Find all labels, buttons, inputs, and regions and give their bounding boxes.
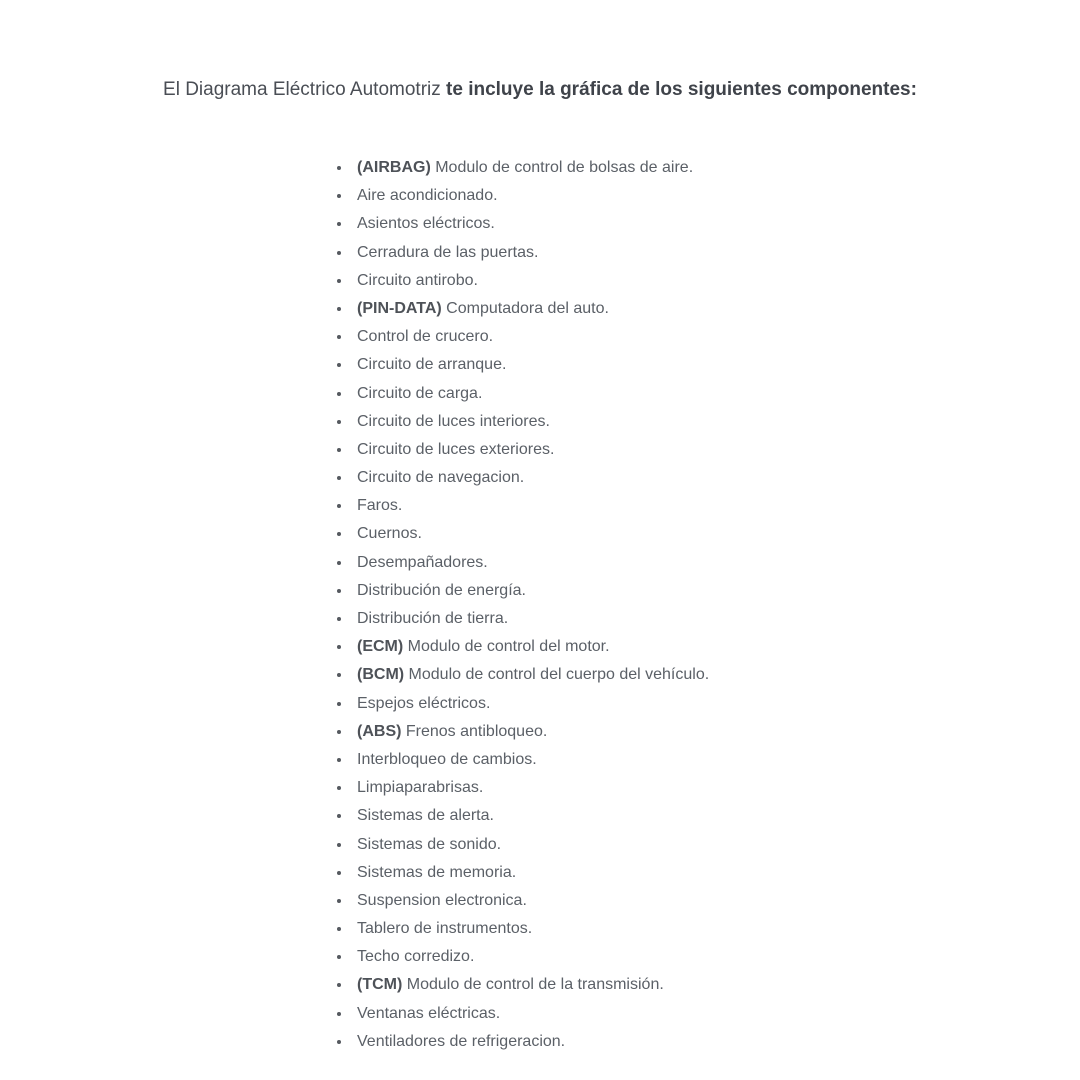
bullet-icon bbox=[337, 899, 341, 903]
bullet-icon bbox=[337, 645, 341, 649]
component-label: Circuito de navegacion. bbox=[357, 469, 525, 487]
list-item bbox=[357, 577, 709, 605]
list-item bbox=[357, 520, 709, 548]
list-item bbox=[357, 971, 709, 999]
bullet-icon bbox=[337, 194, 341, 198]
component-label: Modulo de control de bolsas de aire. bbox=[430, 159, 694, 176]
component-label: Faros. bbox=[357, 497, 403, 515]
list-item bbox=[357, 746, 709, 774]
component-label: Ventanas eléctricas. bbox=[357, 1004, 501, 1022]
component-abbreviation: (AIRBAG) bbox=[357, 159, 431, 176]
list-item bbox=[357, 492, 709, 520]
bullet-icon bbox=[337, 871, 341, 875]
bullet-icon bbox=[337, 166, 341, 170]
bullet-icon bbox=[337, 814, 341, 818]
bullet-icon bbox=[337, 843, 341, 847]
list-item bbox=[357, 436, 709, 464]
bullet-icon bbox=[337, 673, 341, 677]
component-label: Sistemas de memoria. bbox=[357, 863, 517, 881]
bullet-icon bbox=[337, 983, 341, 987]
list-item bbox=[357, 154, 709, 182]
list-item bbox=[357, 210, 709, 238]
component-label: Modulo de control de la transmisión. bbox=[402, 976, 664, 994]
component-label: Computadora del auto. bbox=[441, 299, 609, 317]
list-item bbox=[357, 774, 709, 802]
component-label: Frenos antibloqueo. bbox=[401, 722, 548, 740]
component-label: Distribución de energía. bbox=[357, 581, 526, 599]
component-label: Modulo de control del motor. bbox=[403, 638, 610, 656]
list-item bbox=[357, 661, 709, 689]
bullet-icon bbox=[337, 448, 341, 452]
bullet-icon bbox=[337, 222, 341, 226]
bullet-icon bbox=[337, 279, 341, 283]
component-label: Limpiaparabrisas. bbox=[357, 779, 484, 797]
bullet-icon bbox=[337, 420, 341, 424]
component-label: Cerradura de las puertas. bbox=[357, 243, 539, 261]
component-label: Circuito de luces interiores. bbox=[357, 412, 550, 430]
bullet-icon bbox=[337, 561, 341, 565]
bullet-icon bbox=[337, 335, 341, 339]
component-label: Circuito de carga. bbox=[357, 384, 483, 402]
bullet-icon bbox=[337, 589, 341, 593]
component-label: Cuernos. bbox=[357, 525, 422, 543]
component-abbreviation: (PIN-DATA) bbox=[357, 299, 442, 317]
component-label: Circuito de luces exteriores. bbox=[357, 440, 555, 458]
list-item bbox=[357, 323, 709, 351]
bullet-icon bbox=[337, 786, 341, 790]
component-label: Suspension electronica. bbox=[357, 891, 527, 909]
list-item bbox=[357, 802, 709, 830]
component-abbreviation: (ABS) bbox=[357, 722, 402, 740]
component-label: Sistemas de sonido. bbox=[357, 835, 502, 853]
list-item bbox=[357, 182, 709, 210]
list-item bbox=[357, 887, 709, 915]
component-label: Sistemas de alerta. bbox=[357, 807, 494, 825]
bullet-icon bbox=[337, 1012, 341, 1016]
list-item bbox=[357, 267, 709, 295]
component-label: Ventiladores de refrigeracion. bbox=[357, 1032, 566, 1050]
component-label: Espejos eléctricos. bbox=[357, 694, 491, 712]
list-item bbox=[357, 380, 709, 408]
component-label: Asientos eléctricos. bbox=[357, 215, 495, 233]
list-item bbox=[357, 351, 709, 379]
component-abbreviation: (TCM) bbox=[357, 976, 403, 994]
component-label: Circuito de arranque. bbox=[357, 356, 507, 374]
component-label: Distribución de tierra. bbox=[357, 610, 509, 627]
component-label: Desempañadores. bbox=[357, 553, 488, 571]
list-item bbox=[357, 859, 709, 887]
list-item bbox=[357, 464, 709, 492]
component-label: Circuito antirobo. bbox=[357, 271, 478, 289]
bullet-icon bbox=[337, 617, 341, 621]
component-list bbox=[357, 154, 709, 1056]
bullet-icon bbox=[337, 307, 341, 311]
bullet-icon bbox=[337, 476, 341, 480]
bullet-icon bbox=[337, 730, 341, 734]
list-item bbox=[357, 239, 709, 267]
list-item bbox=[357, 943, 709, 971]
list-item bbox=[357, 549, 709, 577]
bullet-icon bbox=[337, 955, 341, 959]
list-item bbox=[357, 831, 709, 859]
bullet-icon bbox=[337, 392, 341, 396]
list-item bbox=[357, 690, 709, 718]
list-item bbox=[357, 1000, 709, 1028]
bullet-icon bbox=[337, 251, 341, 255]
list-item bbox=[357, 605, 709, 633]
list-item bbox=[357, 718, 709, 746]
heading-lead: El Diagrama Eléctrico Automotriz bbox=[163, 79, 447, 100]
list-item bbox=[357, 1028, 709, 1056]
bullet-icon bbox=[337, 504, 341, 508]
component-label: Modulo de control del cuerpo del vehículo. bbox=[404, 666, 710, 684]
component-label: Techo corredizo. bbox=[357, 948, 475, 966]
component-label: Interbloqueo de cambios. bbox=[357, 750, 537, 768]
bullet-icon bbox=[337, 702, 341, 706]
list-item bbox=[357, 633, 709, 661]
bullet-icon bbox=[337, 363, 341, 367]
heading-bold: te incluye la gráfica de los siguientes componentes: bbox=[446, 79, 917, 100]
component-abbreviation: (ECM) bbox=[357, 638, 404, 656]
bullet-icon bbox=[337, 927, 341, 931]
bullet-icon bbox=[337, 758, 341, 762]
list-item bbox=[357, 915, 709, 943]
list-item bbox=[357, 408, 709, 436]
component-label: Tablero de instrumentos. bbox=[357, 920, 533, 938]
list-item bbox=[357, 295, 709, 323]
page-heading bbox=[0, 76, 1080, 103]
component-label: Aire acondicionado. bbox=[357, 187, 498, 205]
bullet-icon bbox=[337, 1040, 341, 1044]
component-label: Control de crucero. bbox=[357, 328, 494, 346]
component-abbreviation: (BCM) bbox=[357, 666, 405, 684]
bullet-icon bbox=[337, 532, 341, 536]
